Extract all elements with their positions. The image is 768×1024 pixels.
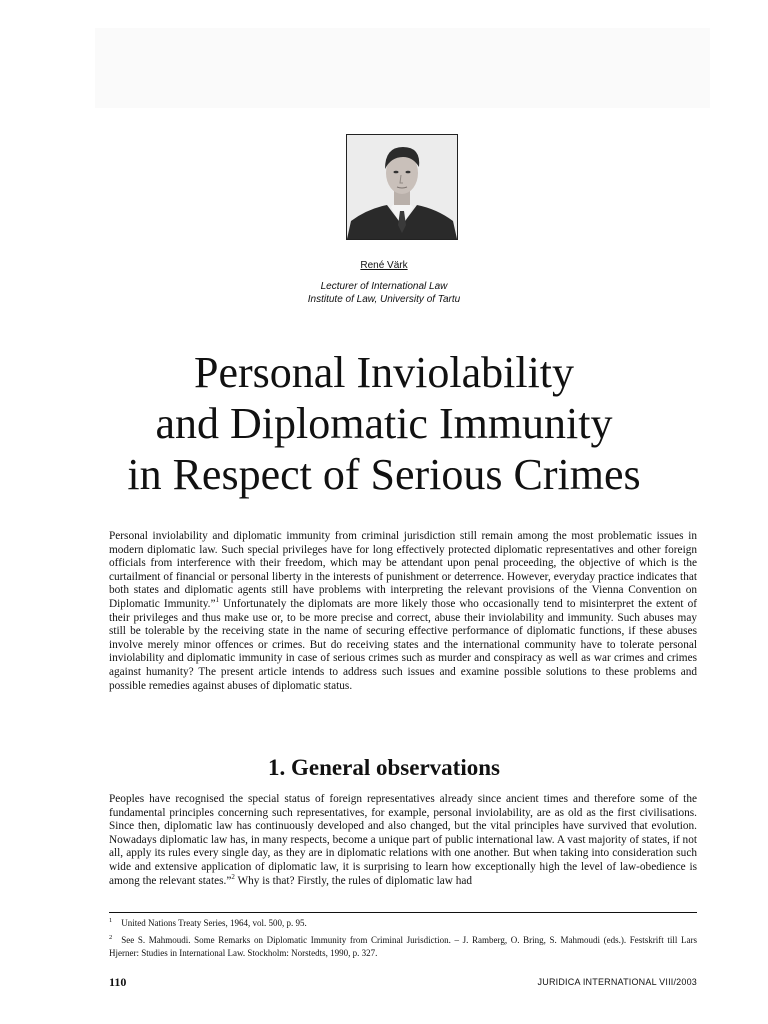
- title-line: in Respect of Serious Crimes: [127, 450, 641, 499]
- abstract-text-cont: Unfortunately the diplomats are more likely those who occasionally tend to misinterpret the extent of their privileges and thus make use or, to be more precise and correct, abuse their inviolability and immunity. Such abuses may still be tolerable by the receiving state in the name of securing effective performance of diplomatic functions, if these abuses involve merely minor offences or crimes. But do receiving states and the international community have to tolerate personal inviolability and diplomatic immunity in case of serious crimes such as murder and conspiracy as well as war crimes and crimes against humanity? The present article intends to address such issues and examine possible solutions to these problems and possible remedies against abuses of diplomatic status.: [109, 597, 697, 692]
- author-name: René Värk: [360, 260, 408, 271]
- footnote: [109, 917, 697, 930]
- footnote: [109, 934, 697, 960]
- footnote-ref: 1: [215, 596, 219, 605]
- footnote-number: 1: [109, 917, 113, 924]
- footnote-text: See S. Mahmoudi. Some Remarks on Diplomatic Immunity from Criminal Jurisdiction. – J. Ramberg, O. Bring, S. Mahmoudi (eds.). Festskrift till Lars Hjerner: Studies in International Law. Stockholm: Norstedts, 1990, p. 327.: [109, 935, 697, 958]
- footnote-text: United Nations Treaty Series, 1964, vol. 500, p. 95.: [121, 918, 307, 928]
- section-heading: 1. General observations: [268, 755, 500, 780]
- footnote-ref: 2: [231, 872, 235, 881]
- footnote-divider: [109, 912, 697, 913]
- article-title: [0, 347, 768, 500]
- footnote-number: 2: [109, 934, 113, 941]
- author-institution: Institute of Law, University of Tartu: [307, 294, 461, 305]
- author-photo: [346, 134, 458, 240]
- title-line: and Diplomatic Immunity: [155, 399, 613, 448]
- section-body: [109, 793, 697, 888]
- title-line: Personal Inviolability: [193, 348, 575, 397]
- abstract: [109, 530, 697, 693]
- page-number: 110: [109, 975, 127, 989]
- header-band: [95, 28, 710, 108]
- body-text-cont: Why is that? Firstly, the rules of diplomatic law had: [234, 874, 473, 887]
- footnotes: [109, 917, 697, 964]
- abstract-text: Personal inviolability and diplomatic immunity from criminal jurisdiction still remain among the most problematic issues in modern diplomatic law. Such special privileges have for long effectively protected diplomatic representatives and other foreign officials from interference with their freedom, which may be attendant upon penal proceeding, the objective of which is the curtailment of financial or personal liberty in the interests of punishment or deterrence. However, everyday practice indicates that both states and diplomatic agents still have problems with interpreting the relevant provisions of the Vienna Convention on Diplomatic Immunity.”: [109, 530, 697, 610]
- author-position: Lecturer of International Law: [320, 281, 448, 292]
- body-text: Peoples have recognised the special status of foreign representatives already since ancient times and therefore some of the fundamental principles concerning such representatives, for example, personal inviolability, are as old as the first civilisations. Since then, diplomatic law has continuously developed and also changed, but the vital principles have survived that evolution. Nowadays diplomatic law has, in many respects, become a unique part of public international law. A vast majority of states, if not all, apply its rules every single day, as they are in diplomatic relations with one another. But when taking into consideration such wide and extensive application of diplomatic law, it is surprising to learn how exceptionally high the level of law-obedience is among the relevant states.”: [109, 793, 697, 887]
- journal-name: JURIDICA INTERNATIONAL VIII/2003: [537, 977, 697, 987]
